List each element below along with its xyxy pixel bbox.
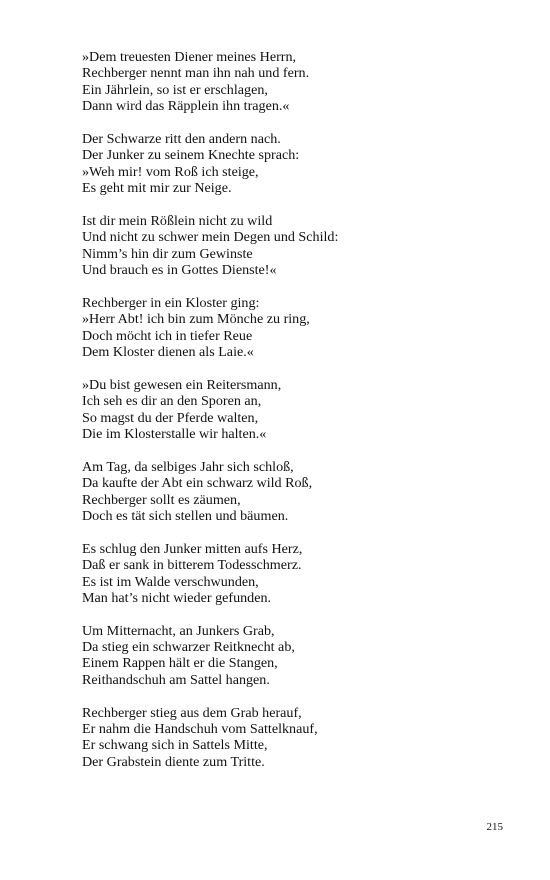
- poem-line: Es geht mit mir zur Neige.: [82, 180, 232, 197]
- stanza-2: [82, 131, 502, 197]
- poem-line: Rechberger in ein Kloster ging:: [82, 294, 260, 311]
- poem-line: Und nicht zu schwer mein Degen und Schild:: [82, 229, 339, 246]
- poem-line: Man hat’s nicht wieder gefunden.: [82, 589, 272, 606]
- stanza-6: [82, 459, 502, 525]
- poem-line: »Herr Abt! ich bin zum Mönche zu ring,: [82, 311, 310, 328]
- poem-line: Dem Kloster dienen als Laie.«: [82, 344, 254, 361]
- stanza-1: [82, 49, 502, 115]
- poem-line: Reithandschuh am Sattel hangen.: [82, 671, 270, 688]
- poem-line: Um Mitternacht, an Junkers Grab,: [82, 622, 275, 639]
- stanza-5: [82, 377, 502, 443]
- stanza-7: [82, 541, 502, 607]
- poem-line: Der Junker zu seinem Knechte sprach:: [82, 147, 300, 164]
- poem-line: Ein Jährlein, so ist er erschlagen,: [82, 81, 268, 98]
- poem-line: Rechberger nennt man ihn nah und fern.: [82, 65, 310, 82]
- poem-line: Er schwang sich in Sattels Mitte,: [82, 737, 268, 754]
- poem-line: Da stieg ein schwarzer Reitknecht ab,: [82, 639, 295, 656]
- stanza-9: [82, 705, 502, 771]
- poem-line: Ist dir mein Rößlein nicht zu wild: [82, 212, 273, 229]
- poem-line: Einem Rappen hält er die Stangen,: [82, 655, 278, 672]
- poem-text: [82, 49, 502, 787]
- poem-line: Er nahm die Handschuh vom Sattelknauf,: [82, 721, 318, 738]
- stanza-3: [82, 213, 502, 279]
- poem-line: Es ist im Walde verschwunden,: [82, 573, 259, 590]
- poem-line: »Dem treuesten Diener meines Herrn,: [82, 49, 297, 65]
- poem-line: So magst du der Pferde walten,: [82, 409, 259, 426]
- poem-line: Doch möcht ich in tiefer Reue: [82, 327, 253, 344]
- poem-line: Der Grabstein diente zum Tritte.: [82, 753, 265, 770]
- poem-line: Doch es tät sich stellen und bäumen.: [82, 507, 289, 524]
- poem-line: Es schlug den Junker mitten aufs Herz,: [82, 540, 303, 557]
- poem-line: Der Schwarze ritt den andern nach.: [82, 130, 281, 147]
- poem-line: Nimm’s hin dir zum Gewinste: [82, 245, 253, 262]
- poem-line: Daß er sank in bitterem Todesschmerz.: [82, 557, 302, 574]
- poem-line: Ich seh es dir an den Sporen an,: [82, 393, 262, 410]
- poem-line: Rechberger stieg aus dem Grab herauf,: [82, 704, 302, 721]
- poem-line: »Weh mir! vom Roß ich steige,: [82, 163, 259, 180]
- poem-line: Dann wird das Räpplein ihn tragen.«: [82, 98, 290, 115]
- stanza-8: [82, 623, 502, 689]
- poem-line: »Du bist gewesen ein Reitersmann,: [82, 376, 282, 393]
- poem-line: Rechberger sollt es zäumen,: [82, 491, 241, 508]
- poem-line: Da kaufte der Abt ein schwarz wild Roß,: [82, 475, 313, 492]
- poem-line: Die im Klosterstalle wir halten.«: [82, 425, 267, 442]
- page-number: 215: [486, 821, 503, 833]
- poem-line: Und brauch es in Gottes Dienste!«: [82, 262, 277, 279]
- poem-line: Am Tag, da selbiges Jahr sich schloß,: [82, 458, 294, 475]
- stanza-4: [82, 295, 502, 361]
